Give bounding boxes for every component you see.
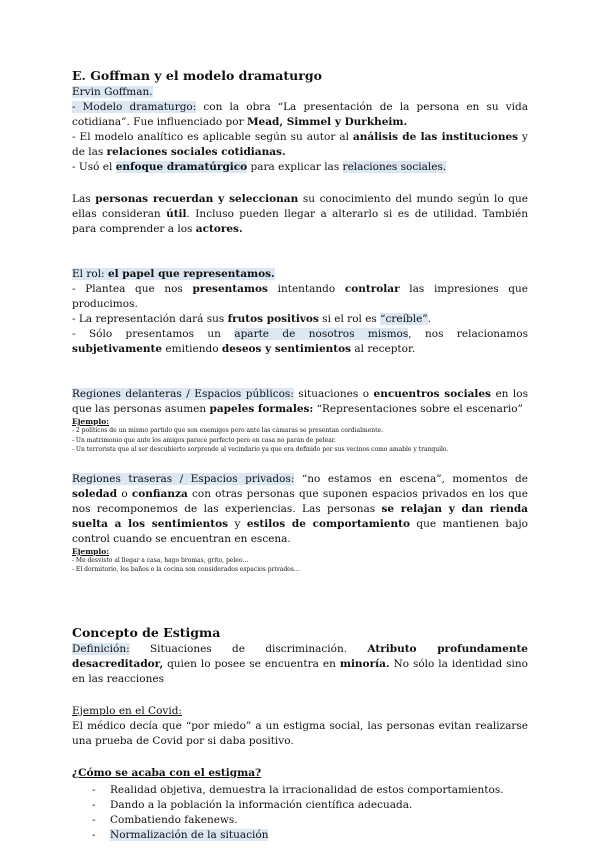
delanteras-example-item: - Un matrimonio que ante los amigos parece perfecto pero en casa no paran de pelear. — [72, 436, 336, 444]
list-item: - Normalización de la situación — [92, 828, 528, 843]
rol-line-2: - La representación dará sus frutos positivos si el rol es “creíble”. — [72, 313, 432, 325]
list-item: - Realidad objetiva, demuestra la irracionalidad de estos comportamientos. — [92, 783, 528, 798]
rol-line-1: - Plantea que nos presentamos intentando controlar las impresiones que producimos. — [72, 283, 528, 310]
estigma-definition: Definición: Situaciones de discriminación. Atributo profundamente desacreditador, quien lo posee se encuentra en minoría. No sólo la identidad sino en las reacciones — [72, 642, 528, 685]
section-title-estigma: Concepto de Estigma — [72, 624, 221, 640]
estigma-list — [72, 783, 528, 843]
section-title-goffman: E. Goffman y el modelo dramaturgo — [72, 68, 322, 83]
author-line: Ervin Goffman. — [72, 86, 153, 98]
delanteras-paragraph: Regiones delanteras / Espacios públicos: situaciones o encuentros sociales en los que las personas asumen papeles formales: “Representaciones sobre el escenario” — [72, 388, 529, 415]
delanteras-example-title: Ejemplo: — [72, 417, 110, 426]
goffman-line-2: - El modelo analítico es aplicable según su autor al análisis de las instituciones y de las relaciones sociales cotidianas. — [72, 131, 528, 158]
list-item: - Combatiendo fakenews. — [92, 813, 528, 828]
delanteras-example-item: - 2 políticos de un mismo partido que son enemigos pero ante las cámaras se presentan cordialmente. — [72, 427, 384, 434]
traseras-example-item: - El dormitorio, los baños o la cocina son considerados espacios privados… — [72, 566, 300, 573]
traseras-paragraph: Regiones traseras / Espacios privados: “no estamos en escena”, momentos de soledad o confianza con otras personas que suponen espacios privados en los que nos recomponemos de las experiencias. Las personas se relajan y dan rienda suelta a los sentimientos y estilos de comportamiento que mantienen bajo control cuando se encuentran en escena. — [72, 472, 528, 545]
covid-example-title: Ejemplo en el Covid: — [72, 704, 182, 717]
covid-example-text: El médico decía que “por miedo” a un estigma social, las personas evitan realizarse una prueba de Covid por si daba positivo. — [72, 719, 528, 747]
goffman-paragraph: Las personas recuerdan y seleccionan su conocimiento del mundo según lo que ellas consideran útil. Incluso pueden llegar a alterarlo si es de utilidad. También para comprender a los actores. — [72, 193, 528, 235]
rol-heading: El rol: el papel que representamos. — [72, 268, 275, 280]
goffman-line-3: - Usó el enfoque dramatúrgico para explicar las relaciones sociales. — [72, 161, 447, 173]
delanteras-example-item: - Un terrorista que al ser descubierto sorprende al vecindario ya que era definido por sus vecinos como amable y tranquilo. — [72, 446, 449, 453]
traseras-example-item: - Me desvisto al llegar a casa, hago bromas, grito, peleo… — [72, 556, 249, 564]
traseras-example-title: Ejemplo: — [72, 546, 110, 556]
estigma-question: ¿Cómo se acaba con el estigma? — [72, 766, 262, 779]
list-item: - Dando a la población la información científica adecuada. — [92, 798, 528, 813]
document-page — [72, 68, 528, 843]
rol-line-3: - Sólo presentamos un aparte de nosotros mismos, nos relacionamos subjetivamente emitiendo deseos y sentimientos al receptor. — [72, 328, 528, 355]
goffman-line-1: - Modelo dramaturgo: con la obra “La presentación de la persona en su vida cotidiana”. Fue influenciado por Mead, Simmel y Durkheim. — [72, 101, 528, 128]
